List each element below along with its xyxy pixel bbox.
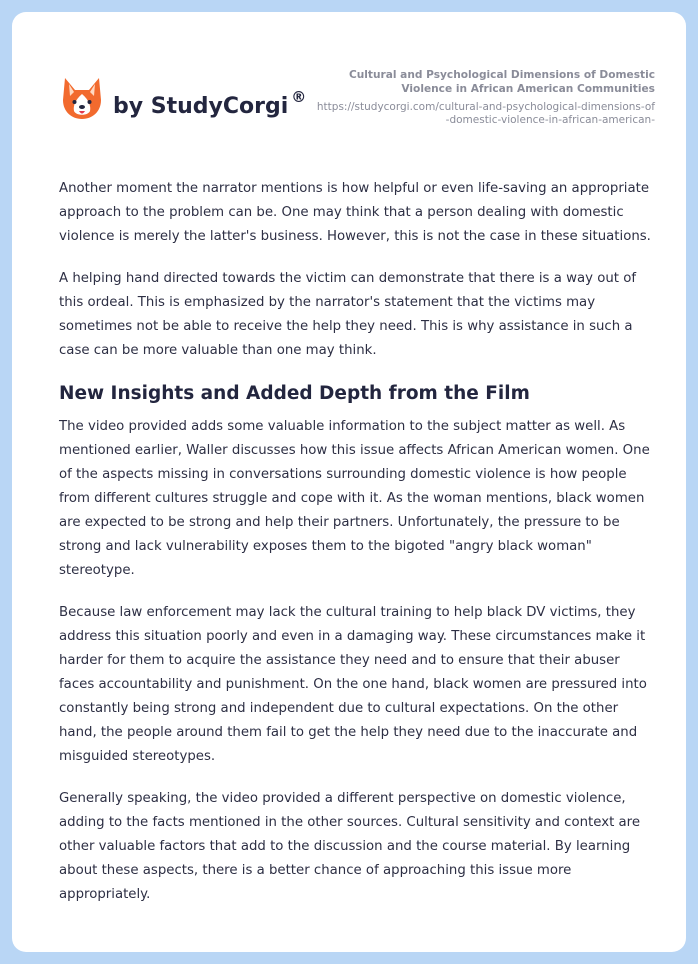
paragraph: A helping hand directed towards the victim can demonstrate that there is a way out of this ordeal. This is emphasized by the narrator's statement that the victims may sometimes not be able to receive the help they need. This is why assistance in such a case can be more valuable than one may think.	[59, 271, 637, 358]
brand-name	[113, 88, 307, 119]
registered-mark: ®	[291, 88, 307, 106]
studycorgi-logo[interactable]	[61, 76, 311, 140]
document-title: Cultural and Psychological Dimensions of Domestic Violence in African American Communities	[348, 69, 655, 95]
document-body	[59, 177, 659, 925]
section-heading: New Insights and Added Depth from the Film	[59, 383, 530, 404]
paragraph: Another moment the narrator mentions is how helpful or even life-saving an appropriate approach to the problem can be. One may think that a person dealing with domestic violence is merely the latter's business. However, this is not the case in these situations.	[59, 181, 651, 244]
paragraph: Generally speaking, the video provided a different perspective on domestic violence, adding to the facts mentioned in the other sources. Cultural sensitivity and context are other valuable factors that add to the discussion and the course material. By learning about these aspects, there is a better chance of approaching this issue more appropriately.	[59, 791, 641, 902]
paragraph: Because law enforcement may lack the cultural training to help black DV victims, they address this situation poorly and even in a damaging way. These circumstances make it harder for them to acquire the assistance they need and to ensure that their abuser faces accountability and punishment. On the one hand, black women are pressured into constantly being strong and independent due to cultural expectations. On the other hand, the people around them fail to get the help they need due to the inaccurate and misguided stereotypes.	[59, 605, 647, 764]
corgi-icon	[61, 76, 103, 122]
paragraph: The video provided adds some valuable information to the subject matter as well. As mentioned earlier, Waller discusses how this issue affects African American women. One of the aspects missing in conversations surrounding domestic violence is how people from different cultures struggle and cope with it. As the woman mentions, black women are expected to be strong and help their partners. Unfortunately, the pressure to be strong and lack vulnerability exposes them to the bigoted "angry black woman" stereotype.	[59, 419, 650, 578]
document-url[interactable]: https://studycorgi.com/cultural-and-psychological-dimensions-of-domestic-violence-in-african-american-	[316, 101, 655, 126]
document-meta	[315, 68, 655, 127]
brand-text: by StudyCorgi	[113, 94, 289, 119]
document-card	[12, 12, 686, 952]
